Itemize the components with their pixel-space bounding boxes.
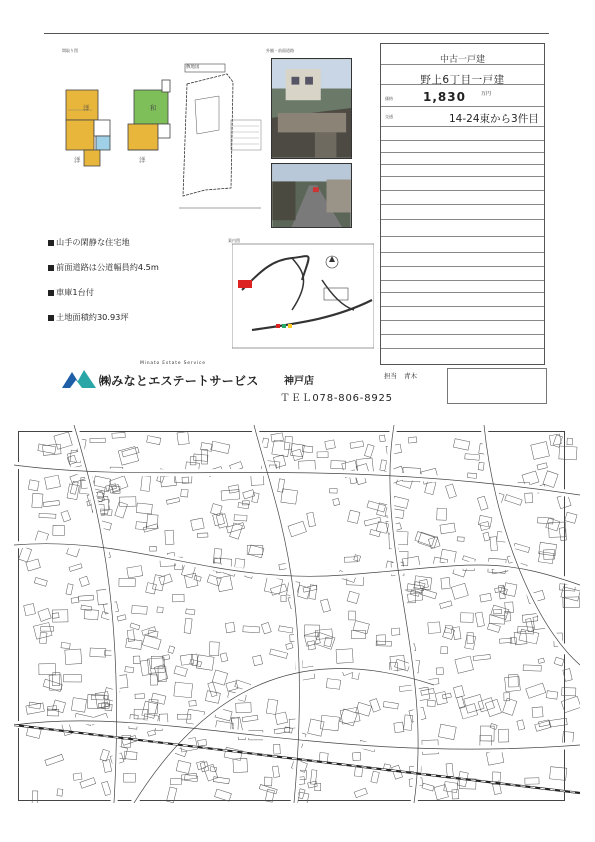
sheet-rule <box>381 280 544 281</box>
feature-item <box>48 261 228 286</box>
photo-caption: 外観・前面道路 <box>266 48 294 53</box>
sheet-rule <box>381 164 544 165</box>
company-name: ㈱みなとエステートサービス <box>99 374 259 388</box>
site-plan <box>175 60 265 215</box>
sheet-rule <box>381 64 544 65</box>
room-label-3: 洋 <box>74 156 81 164</box>
feature-text: 山手の閑静な住宅地 <box>56 237 130 247</box>
sheet-rule <box>381 219 544 220</box>
sheet-rule <box>381 334 544 335</box>
staff-label: 担当 <box>384 372 397 380</box>
sheet-rule <box>381 152 544 153</box>
feature-item <box>48 236 228 261</box>
road-photo <box>271 163 352 228</box>
company-logo-icon <box>62 368 96 388</box>
top-rule <box>44 33 549 34</box>
feature-text: 車庫1台付 <box>56 287 94 297</box>
sheet-rule <box>381 292 544 293</box>
sheet-rule <box>381 320 544 321</box>
sheet-rule <box>381 126 544 127</box>
room-label-2: 和 <box>150 104 157 112</box>
sheet-rule <box>381 306 544 307</box>
site-caption: 敷地図 <box>186 65 200 70</box>
sheet-rule <box>381 84 544 85</box>
sheet-rule <box>381 348 544 349</box>
feature-text: 前面道路は公道幅員約4.5m <box>56 262 159 272</box>
bullet-square-icon <box>48 315 54 321</box>
bullet-square-icon <box>48 265 54 271</box>
sheet-rule <box>381 140 544 141</box>
exterior-photo <box>271 58 352 159</box>
price-unit: 万円 <box>481 91 492 97</box>
feature-item <box>48 286 228 311</box>
price-value: 1,830 <box>423 90 466 104</box>
bullet-square-icon <box>48 290 54 296</box>
bullet-square-icon <box>48 240 54 246</box>
stamp-box <box>447 368 547 404</box>
property-title: 野上6丁目一戸建 <box>420 74 505 86</box>
staff-name: 青木 <box>404 372 417 380</box>
phone-number[interactable]: ＴＥＬ078-806-8925 <box>280 393 393 404</box>
price-label: 価格 <box>385 96 393 101</box>
sheet-rule <box>381 106 544 107</box>
location-map <box>232 240 374 350</box>
access-text: 14-24東から3件目 <box>449 113 539 125</box>
sheet-rule <box>381 236 544 237</box>
property-type: 中古一戸建 <box>439 55 485 65</box>
company-name-en: Minato Estate Service <box>140 361 206 366</box>
plan-caption: 間取り図 <box>62 48 78 53</box>
feature-text: 土地面積約30.93坪 <box>56 312 129 322</box>
sheet-rule <box>381 190 544 191</box>
sheet-rule <box>381 266 544 267</box>
floor-plan <box>62 70 182 185</box>
sheet-rule <box>381 176 544 177</box>
feature-item <box>48 311 228 336</box>
sheet-rule <box>381 204 544 205</box>
property-sheet <box>380 43 545 365</box>
feature-list <box>48 236 228 336</box>
access-label: 交通 <box>385 114 393 119</box>
staff-box <box>380 368 445 404</box>
room-label-4: 洋 <box>139 156 146 164</box>
branch-name: 神戸店 <box>284 376 314 387</box>
map-caption: 案内図 <box>228 238 240 243</box>
sheet-rule <box>381 252 544 253</box>
room-label-1: 洋 <box>83 104 90 112</box>
area-map <box>14 425 580 803</box>
